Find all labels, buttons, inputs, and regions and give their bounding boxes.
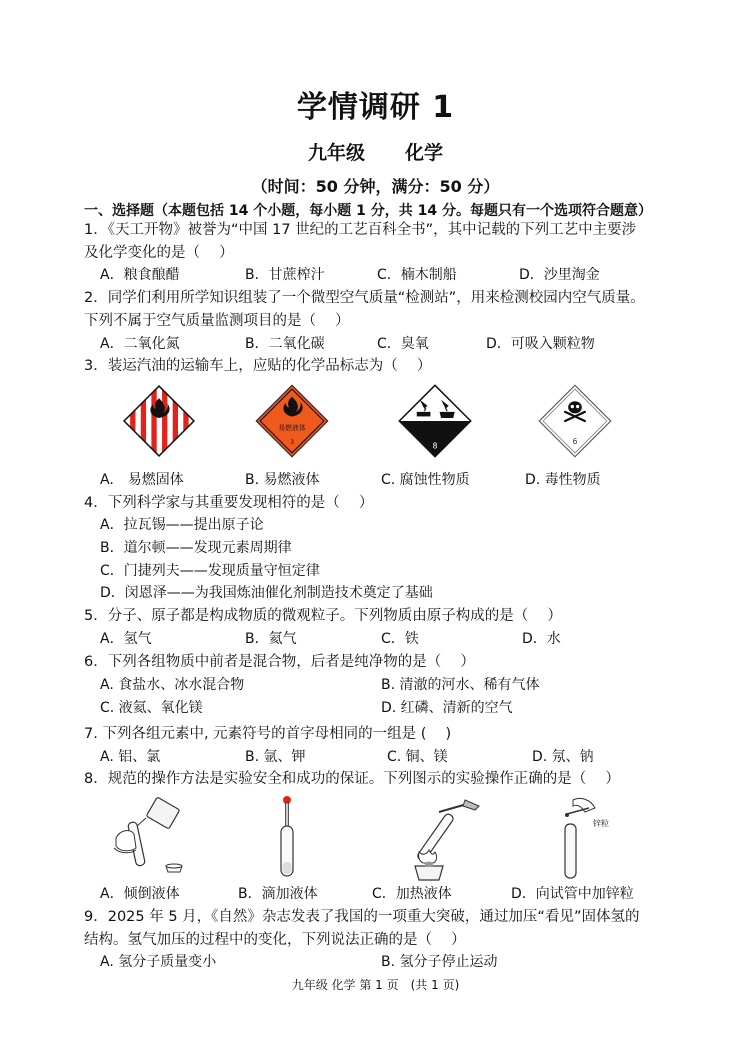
q7-option-a: A. 铝、氯 bbox=[100, 749, 161, 765]
toxic-sign-class: 6 bbox=[572, 436, 578, 446]
question-6-line-1: 6．下列各组物质中前者是混合物，后者是纯净物的是（ ） bbox=[84, 654, 475, 670]
flammable-solid-sign bbox=[121, 383, 197, 459]
question-1-line-1: 1．《天工开物》被誉为“中国 17 世纪的工艺百科全书”，其中记载的下列工艺中主要涉 bbox=[84, 222, 637, 238]
corrosive-sign bbox=[397, 383, 473, 459]
q1-option-a: A．粮食酿醋 bbox=[100, 267, 180, 283]
time-info: （时间：50 分钟，满分：50 分） bbox=[251, 177, 500, 196]
q6-option-c: C. 液氦、氧化镁 bbox=[100, 700, 203, 716]
dropper-figure bbox=[272, 796, 302, 880]
flammable-liquid-sign-text: 易燃液体 bbox=[278, 424, 306, 433]
question-5-line-1: 5．分子、原子都是构成物质的微观粒子。下列物质由原子构成的是（ ） bbox=[84, 608, 562, 624]
q9-option-a: A. 氢分子质量变小 bbox=[100, 954, 217, 970]
q6-option-a: A. 食盐水、冰水混合物 bbox=[100, 677, 245, 693]
q7-option-d: D. 氖、钠 bbox=[532, 749, 594, 765]
q2-option-c: C．臭氧 bbox=[377, 336, 429, 352]
q5-option-a: A．氢气 bbox=[100, 631, 152, 647]
flammable-liquid-sign bbox=[254, 383, 330, 459]
question-8-line-1: 8．规范的操作方法是实验安全和成功的保证。下列图示的实验操作正确的是（ ） bbox=[84, 771, 620, 787]
q4-option-c: C．门捷列夫——发现质量守恒定律 bbox=[100, 563, 320, 579]
q8-option-d: D．向试管中加锌粒 bbox=[511, 886, 634, 902]
subject-label: 化学 bbox=[405, 142, 444, 164]
q1-option-b: B．甘蔗榨汁 bbox=[245, 267, 325, 283]
q5-option-b: B．氦气 bbox=[245, 631, 297, 647]
q3-option-b: B. 易燃液体 bbox=[245, 472, 320, 488]
question-9-line-1: 9．2025 年 5 月，《自然》杂志发表了我国的一项重大突破，通过加压“看见”固体氢的 bbox=[84, 909, 640, 925]
q6-option-d: D. 红磷、清新的空气 bbox=[381, 700, 513, 716]
q5-option-c: C．铁 bbox=[381, 631, 419, 647]
heat-liquid-figure bbox=[405, 796, 485, 882]
question-4-line-1: 4．下列科学家与其重要发现相符的是（ ） bbox=[84, 495, 374, 511]
subtitle bbox=[0, 138, 751, 165]
q8-option-b: B．滴加液体 bbox=[238, 886, 318, 902]
question-2-line-2: 下列不属于空气质量监测项目的是（ ） bbox=[84, 313, 350, 329]
q4-option-d: D．闵恩泽——为我国炼油催化剂制造技术奠定了基础 bbox=[100, 585, 433, 601]
q1-option-d: D．沙里淘金 bbox=[519, 267, 600, 283]
q1-option-c: C．楠木制船 bbox=[377, 267, 457, 283]
question-9-line-2: 结构。氢气加压的过程中的变化，下列说法正确的是（ ） bbox=[84, 932, 466, 948]
q2-option-b: B．二氧化碳 bbox=[245, 336, 325, 352]
question-7-line-1: 7. 下列各组元素中, 元素符号的首字母相同的一组是 ( ) bbox=[84, 726, 452, 742]
q5-option-d: D．水 bbox=[522, 631, 561, 647]
q6-option-b: B. 清澈的河水、稀有气体 bbox=[381, 677, 540, 693]
page-title: 学情调研 1 bbox=[296, 90, 455, 125]
q7-option-b: B. 氩、钾 bbox=[245, 749, 306, 765]
q8-option-c: C．加热液体 bbox=[372, 886, 452, 902]
q4-option-a: A．拉瓦锡——提出原子论 bbox=[100, 517, 264, 533]
question-3-line-1: 3．装运汽油的运输车上，应贴的化学品标志为（ ） bbox=[84, 358, 432, 374]
grade-label: 九年级 bbox=[307, 142, 365, 164]
q2-option-d: D．可吸入颗粒物 bbox=[486, 336, 595, 352]
q9-option-b: B. 氢分子停止运动 bbox=[381, 954, 498, 970]
q4-option-b: B．道尔顿——发现元素周期律 bbox=[100, 540, 292, 556]
page-footer: 九年级 化学 第 1 页 (共 1 页) bbox=[291, 978, 460, 992]
add-zinc-figure bbox=[555, 796, 613, 882]
q8-option-a: A．倾倒液体 bbox=[100, 886, 180, 902]
pour-liquid-figure bbox=[110, 796, 188, 876]
q7-option-c: C. 铜、镁 bbox=[387, 749, 448, 765]
corrosive-sign-class: 8 bbox=[432, 441, 438, 451]
q2-option-a: A．二氧化氮 bbox=[100, 336, 180, 352]
q3-option-a: A. 易燃固体 bbox=[100, 472, 184, 488]
q3-option-c: C. 腐蚀性物质 bbox=[381, 472, 470, 488]
question-2-line-1: 2．同学们利用所学知识组装了一个微型空气质量“检测站”，用来检测校园内空气质量。 bbox=[84, 290, 645, 306]
zinc-label: 锌粒 bbox=[593, 819, 609, 828]
flammable-liquid-sign-class: 3 bbox=[290, 438, 294, 446]
section-heading: 一、选择题（本题包括 14 个小题，每小题 1 分，共 14 分。每题只有一个选项符合题意） bbox=[84, 203, 652, 219]
q3-option-d: D. 毒性物质 bbox=[525, 472, 601, 488]
toxic-sign bbox=[537, 383, 613, 459]
question-1-line-2: 及化学变化的是（ ） bbox=[84, 245, 234, 261]
